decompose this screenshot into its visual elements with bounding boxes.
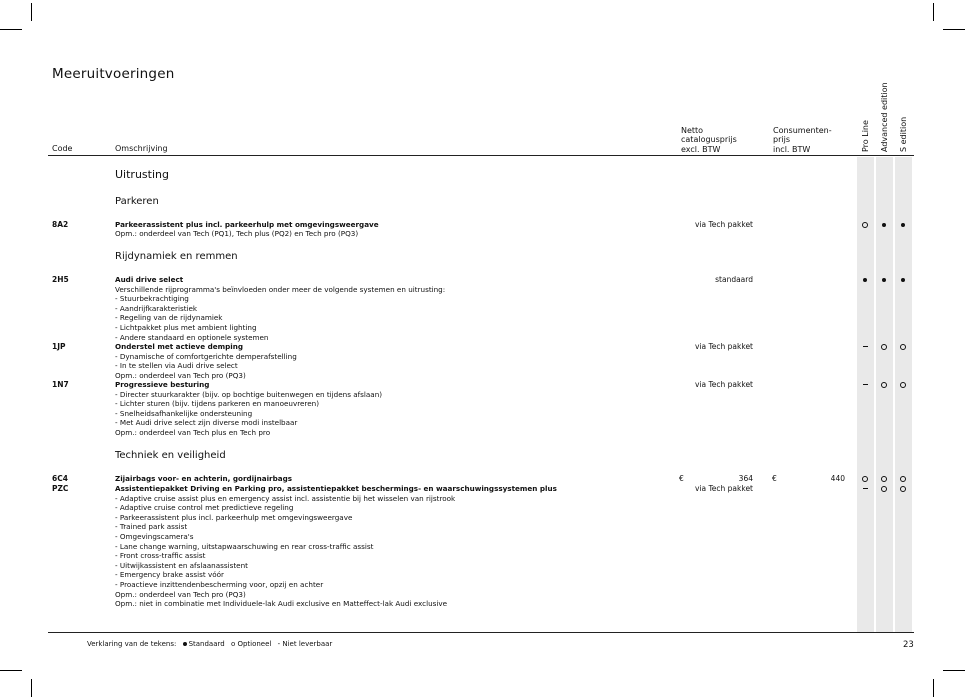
row-detail: - Omgevingscamera's: [115, 532, 194, 541]
crop-mark: [31, 679, 32, 697]
row-detail: - Andere standaard en optionele systemen: [115, 332, 269, 342]
legend: [87, 640, 332, 648]
page-title: Meeruitvoeringen: [52, 66, 175, 82]
legend-standard: Standaard: [188, 640, 225, 648]
availability-optional: [876, 485, 892, 494]
header-divider: [48, 155, 914, 156]
legend-prefix: Verklaring van de tekens:: [87, 640, 177, 648]
availability-optional: [876, 343, 892, 352]
legend-none: - Niet leverbaar: [277, 640, 333, 648]
row-detail: - Dynamische of comfortgerichte demperafstelling: [115, 351, 297, 361]
row-detail: - Emergency brake assist vóór: [115, 570, 224, 580]
availability-optional: [876, 381, 892, 390]
availability-optional: [857, 475, 873, 484]
row-note: Opm.: onderdeel van Tech pro (PQ3): [115, 589, 246, 599]
row-note: Opm.: onderdeel van Tech (PQ1), Tech plus (PQ2) en Tech pro (PQ3): [115, 229, 359, 238]
col-header-description: Omschrijving: [115, 144, 168, 153]
row-title: Parkeerassistent plus incl. parkeerhulp met omgevingsweergave: [115, 220, 379, 229]
price-note: via Tech pakket: [694, 342, 753, 351]
availability-optional: [895, 343, 911, 352]
row-title: Zijairbags voor- en achterin, gordijnairbags: [115, 474, 292, 483]
net-price: 364: [738, 474, 753, 483]
row-detail: - In te stellen via Audi drive select: [115, 361, 238, 371]
crop-mark: [943, 670, 965, 671]
availability-optional: [857, 221, 873, 230]
row-code: 2H5: [52, 275, 69, 284]
col-header-advanced-edition: Advanced edition: [880, 82, 889, 152]
row-note: Opm.: onderdeel van Tech plus en Tech pro: [115, 428, 271, 437]
row-detail: - Parkeerassistent plus incl. parkeerhulp met omgevingsweergave: [115, 512, 353, 522]
availability-none: [857, 381, 873, 390]
availability-standard: [857, 276, 873, 285]
crop-mark: [0, 670, 22, 671]
row-code: 8A2: [52, 220, 69, 229]
col-header-code: Code: [52, 144, 73, 153]
row-detail: - Proactieve inzittendenbescherming voor, opzij en achter: [115, 580, 324, 589]
row-detail: - Aandrijfkarakteristiek: [115, 303, 198, 313]
availability-optional: [895, 475, 911, 484]
row-code: 1N7: [52, 380, 69, 389]
row-title: Audi drive select: [115, 275, 184, 284]
legend-optional: o Optioneel: [230, 640, 272, 648]
currency-symbol: €: [772, 474, 777, 483]
col-header-s-edition: S edition: [899, 116, 908, 152]
crop-mark: [31, 3, 32, 21]
row-detail: - Lane change warning, uitstapwaarschuwing en rear cross-traffic assist: [115, 541, 374, 551]
availability-optional: [895, 381, 911, 390]
availability-optional: [895, 485, 911, 494]
subsection-rijdynamiek: Rijdynamiek en remmen: [115, 251, 238, 262]
row-detail: - Lichtpakket plus met ambient lighting: [115, 323, 257, 332]
row-title: Assistentiepakket Driving en Parking pro, assistentiepakket beschermings- en waarschuwingssystemen plus: [115, 484, 557, 493]
row-detail: - Regeling van de rijdynamiek: [115, 313, 223, 323]
section-title: Uitrusting: [115, 168, 169, 181]
row-detail: - Adaptive cruise control met predictieve regeling: [115, 503, 294, 513]
availability-standard: [895, 276, 911, 285]
price-note: standaard: [715, 275, 753, 284]
row-detail: - Snelheidsafhankelijke ondersteuning: [115, 408, 253, 418]
currency-symbol: €: [679, 474, 684, 483]
availability-standard: [876, 276, 892, 285]
row-code: PZC: [52, 484, 69, 493]
legend-standard-icon: [183, 642, 187, 646]
row-code: 6C4: [52, 474, 68, 483]
crop-mark: [0, 29, 22, 30]
crop-mark: [933, 679, 934, 697]
subsection-parkeren: Parkeren: [115, 196, 159, 207]
price-note: via Tech pakket: [694, 220, 753, 229]
row-detail: Verschillende rijprogramma's beïnvloeden onder meer de volgende systemen en uitrusting:: [115, 284, 446, 294]
row-detail: - Met Audi drive select zijn diverse modi instelbaar: [115, 418, 298, 428]
row-detail: - Adaptive cruise assist plus en emergency assist incl. assistentie bij het wisselen van rijstrook: [115, 493, 456, 503]
crop-mark: [933, 3, 934, 21]
row-title: Onderstel met actieve demping: [115, 342, 243, 351]
subsection-techniek: Techniek en veiligheid: [115, 450, 226, 461]
price-note: via Tech pakket: [694, 484, 753, 493]
availability-none: [857, 485, 873, 494]
row-note: Opm.: onderdeel van Tech pro (PQ3): [115, 370, 246, 380]
availability-optional: [876, 475, 892, 484]
consumer-price: 440: [830, 474, 845, 483]
footer-divider: [48, 632, 914, 633]
col-header-net-price: Netto catalogusprijs excl. BTW: [681, 126, 737, 154]
row-code: 1JP: [52, 342, 66, 351]
availability-none: [857, 343, 873, 352]
row-detail: - Front cross-traffic assist: [115, 551, 206, 561]
row-detail: - Uitwijkassistent en afslaanassistent: [115, 560, 248, 570]
row-detail: - Stuurbekrachtiging: [115, 294, 189, 304]
page-number: 23: [903, 640, 914, 650]
availability-standard: [895, 221, 911, 230]
col-header-pro-line: Pro Line: [861, 120, 870, 152]
row-detail: - Trained park assist: [115, 522, 188, 532]
row-detail: - Lichter sturen (bijv. tijdens parkeren en manoeuvreren): [115, 399, 320, 409]
row-detail: - Directer stuurkarakter (bijv. op bochtige buitenwegen en tijdens afslaan): [115, 389, 383, 399]
row-title: Progressieve besturing: [115, 380, 210, 389]
crop-mark: [943, 29, 965, 30]
price-note: via Tech pakket: [694, 380, 753, 389]
availability-standard: [876, 221, 892, 230]
col-header-consumer-price: Consumenten- prijs incl. BTW: [773, 126, 832, 154]
row-note: Opm.: niet in combinatie met Individuele-lak Audi exclusive en Matteffect-lak Audi exclusive: [115, 599, 448, 609]
